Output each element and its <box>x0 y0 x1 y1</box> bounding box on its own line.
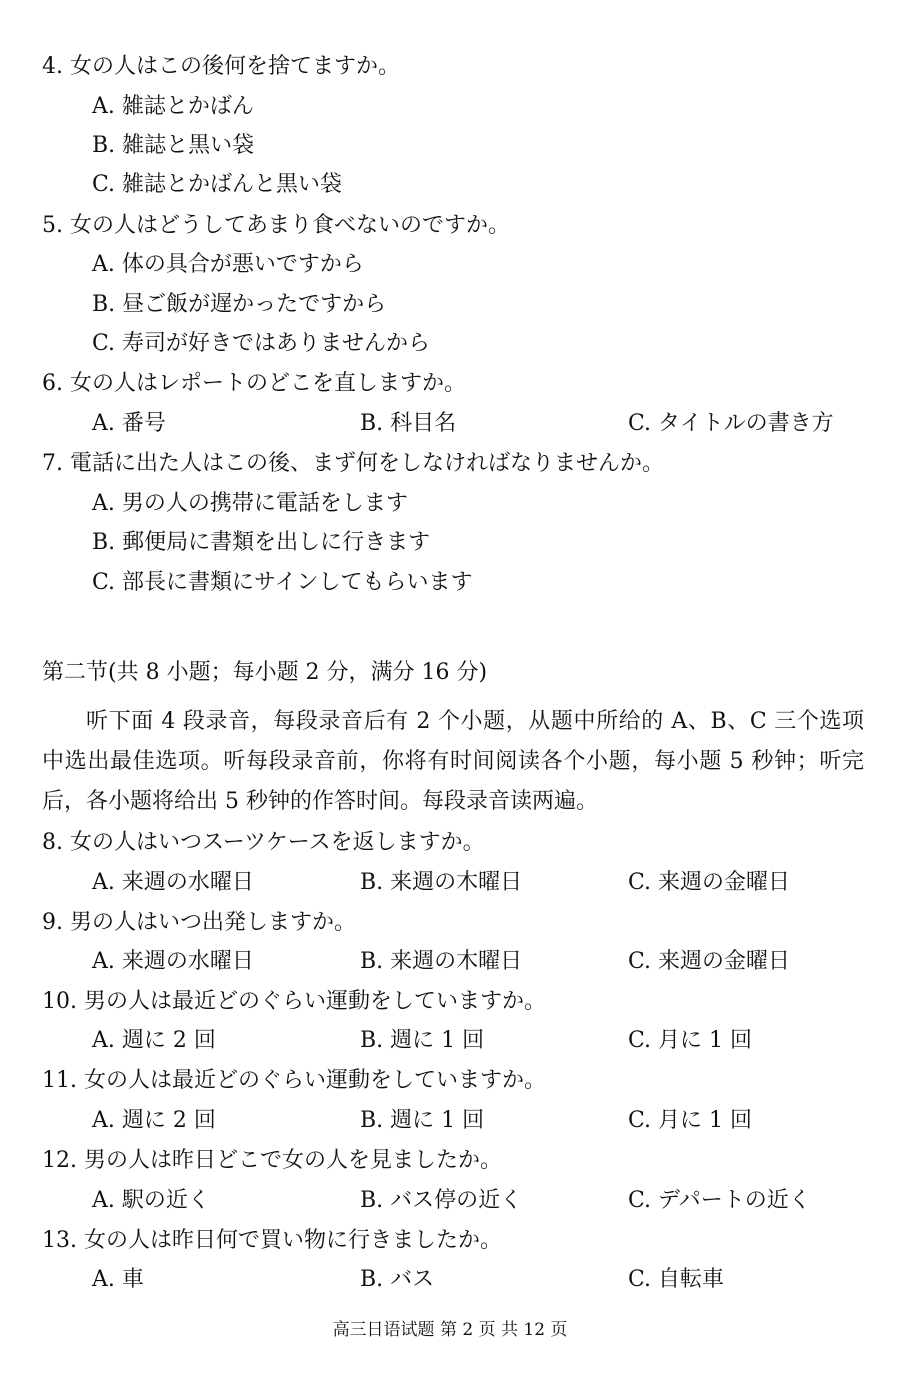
question-5-option-c: C. 寿司が好きではありませんから <box>92 331 431 356</box>
question-9-option-b: B. 来週の木曜日 <box>360 949 523 974</box>
question-7-option-a: A. 男の人の携帯に電話をします <box>92 491 408 516</box>
section-2-title: 第二节(共 8 小题；每小题 2 分，满分 16 分) <box>42 660 488 685</box>
question-8-option-c: C. 来週の金曜日 <box>628 870 791 895</box>
question-4-option-a: A. 雑誌とかばん <box>92 94 254 119</box>
question-11-stem: 11. 女の人は最近どのぐらい運動をしていますか。 <box>42 1068 546 1093</box>
section-2-instructions: 听下面 4 段录音，每段录音后有 2 个小题，从题中所给的 A、B、C 三个选项中选出最佳选项。听每段录音前，你将有时间阅读各个小题，每小题 5 秒钟；听完后，各小题将给出 5 秒钟的作答时间。每段录音读两遍。 <box>42 709 864 814</box>
question-12-option-b: B. バス停の近く <box>360 1188 523 1213</box>
question-13-option-c: C. 自転車 <box>628 1267 725 1292</box>
question-11-option-a: A. 週に 2 回 <box>92 1108 216 1133</box>
question-13-stem: 13. 女の人は昨日何で買い物に行きましたか。 <box>42 1228 502 1253</box>
question-9-option-c: C. 来週の金曜日 <box>628 949 791 974</box>
question-12-stem: 12. 男の人は昨日どこで女の人を見ましたか。 <box>42 1148 502 1173</box>
question-5-stem: 5. 女の人はどうしてあまり食べないのですか。 <box>42 213 510 238</box>
question-10-option-b: B. 週に 1 回 <box>360 1028 485 1053</box>
question-7-option-c: C. 部長に書類にサインしてもらいます <box>92 570 473 595</box>
question-8-option-a: A. 来週の水曜日 <box>92 870 254 895</box>
question-6-stem: 6. 女の人はレポートのどこを直しますか。 <box>42 371 466 396</box>
page-footer: 高三日语试题 第 2 页 共 12 页 <box>332 1320 568 1340</box>
question-9-option-a: A. 来週の水曜日 <box>92 949 254 974</box>
question-10-option-a: A. 週に 2 回 <box>92 1028 216 1053</box>
question-12-option-c: C. デパートの近く <box>628 1188 811 1213</box>
question-11-option-b: B. 週に 1 回 <box>360 1108 485 1133</box>
question-7-option-b: B. 郵便局に書類を出しに行きます <box>92 530 431 555</box>
question-4-option-c: C. 雑誌とかばんと黒い袋 <box>92 172 343 197</box>
question-6-option-a: A. 番号 <box>92 411 166 436</box>
question-10-option-c: C. 月に 1 回 <box>628 1028 753 1053</box>
question-5-option-b: B. 昼ご飯が遅かったですから <box>92 292 387 317</box>
question-6-option-b: B. 科目名 <box>360 411 457 436</box>
question-5-option-a: A. 体の具合が悪いですから <box>92 252 364 277</box>
question-4-option-b: B. 雑誌と黒い袋 <box>92 133 255 158</box>
question-8-stem: 8. 女の人はいつスーツケースを返しますか。 <box>42 830 485 855</box>
question-7-stem: 7. 電話に出た人はこの後、まず何をしなければなりませんか。 <box>42 451 664 476</box>
question-11-option-c: C. 月に 1 回 <box>628 1108 753 1133</box>
question-6-option-c: C. タイトルの書き方 <box>628 411 834 436</box>
question-12-option-a: A. 駅の近く <box>92 1188 210 1213</box>
question-13-option-a: A. 車 <box>92 1267 144 1292</box>
question-4-stem: 4. 女の人はこの後何を捨てますか。 <box>42 54 400 79</box>
question-9-stem: 9. 男の人はいつ出発しますか。 <box>42 910 356 935</box>
question-10-stem: 10. 男の人は最近どのぐらい運動をしていますか。 <box>42 989 546 1014</box>
question-13-option-b: B. バス <box>360 1267 435 1292</box>
question-8-option-b: B. 来週の木曜日 <box>360 870 523 895</box>
